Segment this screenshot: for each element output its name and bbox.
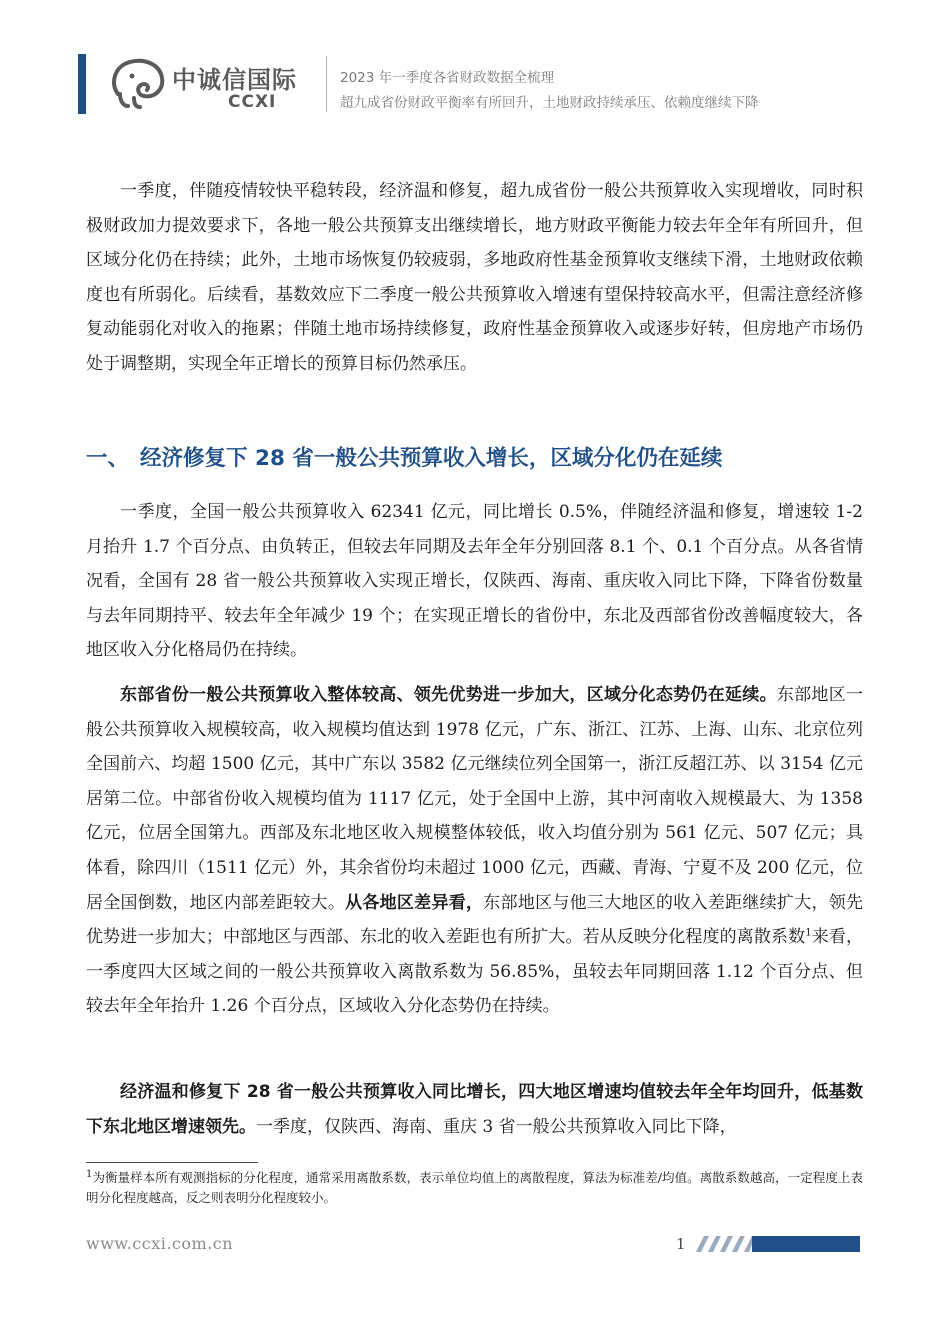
elephant-logo-icon xyxy=(108,54,172,112)
footer-url[interactable]: www.ccxi.com.cn xyxy=(86,1234,234,1253)
footer-stripes-icon xyxy=(696,1236,754,1252)
report-subtitle: 超九成省份财政平衡率有所回升，土地财政持续承压、依赖度继续下降 xyxy=(340,95,759,111)
page-number: 1 xyxy=(676,1235,686,1253)
para3-text-1: 一季度，仅陕西、海南、重庆 3 省一般公共预算收入同比下降， xyxy=(256,1116,737,1137)
para2-text-1: 东部地区一般公共预算收入规模较高，收入规模均值达到 1978 亿元，广东、浙江、江苏、上海、山东、北京位列全国前六、均超 1500 亿元，其中广东以 3582 亿元继续位列全国第一，浙江反超江苏、以 3154 亿元居第二位。中部省份收入规模均值为 1117 亿元，处于全国中上游，其中河南收入规模最大、为 1358 亿元，位居全国第九。西部及东北地区收入规模整体较低，收入均值分别为 561 亿元、507 亿元；具体看，除四川（1511 亿元）外，其余省份均未超过 1000 亿元，西藏、青海、宁夏不及 200 亿元，位居全国倒数，地区内部差距较大。 xyxy=(86,685,864,913)
footnote xyxy=(86,1168,863,1208)
footnote-text: 为衡量样本所有观测指标的分化程度，通常采用离散系数，表示单位均值上的离散程度，算法为标准差/均值。离散系数越高，一定程度上表明分化程度越高，反之则表明分化程度较小。 xyxy=(86,1170,863,1205)
header-accent-bar xyxy=(78,54,86,114)
body-paragraph-2 xyxy=(86,678,863,1024)
para2-lead-2: 从各地区差异看， xyxy=(345,892,484,913)
report-title: 2023 年一季度各省财政数据全梳理 xyxy=(340,70,555,86)
intro-paragraph: 一季度，伴随疫情较快平稳转段，经济温和修复，超九成省份一般公共预算收入实现增收，同时积极财政加力提效要求下，各地一般公共预算支出继续增长，地方财政平衡能力较去年全年有所回升，但区域分化仍在持续；此外，土地市场恢复仍较疲弱，多地政府性基金预算收支继续下滑，土地财政依赖度也有所弱化。后续看，基数效应下二季度一般公共预算收入增速有望保持较高水平，但需注意经济修复动能弱化对收入的拖累；伴随土地市场持续修复，政府性基金预算收入或逐步好转，但房地产市场仍处于调整期，实现全年正增长的预算目标仍然承压。 xyxy=(86,181,863,374)
section-title: 经济修复下 28 省一般公共预算收入增长，区域分化仍在延续 xyxy=(140,446,723,471)
para3-lead: 经济温和修复下 28 省一般公共预算收入同比增长，四大地区增速均值较去年全年均回升，低基数下东北地区增速领先。 xyxy=(86,1082,863,1137)
section-number: 一、 xyxy=(86,446,130,471)
header-divider xyxy=(326,56,327,112)
footer-bar xyxy=(752,1236,860,1252)
logo-english-name: CCXI xyxy=(228,92,277,112)
footnote-marker: 1 xyxy=(86,1168,93,1180)
logo-chinese-name: 中诚信国际 xyxy=(172,66,297,94)
section-heading xyxy=(86,441,722,472)
para2-text-3: 来看，一季度四大区域之间的一般公共预算收入离散系数为 56.85%，虽较去年同期回落 1.12 个百分点、但较去年全年抬升 1.26 个百分点，区域收入分化态势仍在持续。 xyxy=(86,927,863,1017)
ccxi-logo xyxy=(108,54,328,114)
para2-lead: 东部省份一般公共预算收入整体较高、领先优势进一步加大，区域分化态势仍在延续。 xyxy=(120,685,777,705)
footnote-ref[interactable]: 1 xyxy=(805,927,812,939)
footnote-rule xyxy=(86,1162,258,1163)
body-paragraph-1: 一季度，全国一般公共预算收入 62341 亿元，同比增长 0.5%，伴随经济温和修复，增速较 1-2 月抬升 1.7 个百分点、由负转正，但较去年同期及去年全年分别回落 8.1 个、0.1 个百分点。从各省情况看，全国有 28 省一般公共预算收入实现正增长，仅陕西、海南、重庆收入同比下降，下降省份数量与去年同期持平、较去年全年减少 19 个；在实现正增长的省份中，东北及西部省份改善幅度较大，各地区收入分化格局仍在持续。 xyxy=(86,502,863,661)
para2-text-2: 东部地区与他三大地区的收入差距继续扩大，领先优势进一步加大；中部地区与西部、东北的收入差距也有所扩大。若从反映分化程度的离散系数 xyxy=(86,892,864,948)
body-paragraph-3 xyxy=(86,1075,863,1144)
